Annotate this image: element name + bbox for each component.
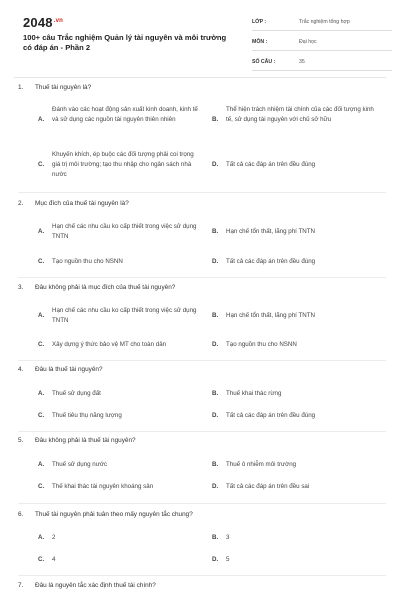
option-a[interactable] [38, 222, 208, 244]
meta-key: LỚP : [252, 19, 267, 25]
option-text: Thể hiện trách nhiệm tài chính của các đối tượng kinh tế, sử dụng tài nguyên với chủ sở hữu [226, 106, 374, 123]
option-text: 4 [52, 556, 56, 563]
question-divider [18, 360, 386, 361]
option-text: Hạn chế các nhu cầu ko cấp thiết trong việc sử dụng TNTN [52, 223, 197, 240]
document-header [14, 12, 386, 68]
option-text: Đánh vào các hoạt động sản xuất kinh doanh, kinh tế và sử dụng các nguồn tài nguyên thiên nhiên [52, 106, 198, 123]
question-stem: Thuế tài nguyên là? [35, 84, 92, 91]
question-number: 4. [18, 366, 24, 373]
question-6 [18, 511, 388, 577]
option-d[interactable] [212, 555, 382, 567]
option-text: Thuế tiêu thụ năng lượng [52, 412, 122, 419]
question-text [18, 366, 103, 373]
option-letter: C. [38, 412, 45, 419]
option-d[interactable] [212, 411, 382, 423]
question-divider [18, 192, 386, 193]
option-letter: D. [212, 258, 219, 265]
option-c[interactable] [38, 150, 208, 182]
option-letter: D. [212, 341, 219, 348]
option-letter: C. [38, 341, 45, 348]
option-letter: C. [38, 483, 45, 490]
question-text [18, 84, 91, 91]
option-c[interactable] [38, 482, 208, 494]
header-divider [14, 77, 386, 78]
option-c[interactable] [38, 555, 208, 567]
option-text: Thế khai thác tài nguyên khoáng sản [52, 483, 154, 490]
meta-value: Đại học [299, 39, 317, 45]
option-letter: B. [212, 116, 219, 123]
question-1 [18, 84, 388, 194]
option-a[interactable] [38, 460, 208, 472]
question-stem: Mục đích của thuế tài nguyên là? [35, 200, 129, 207]
logo-suffix: .vn [53, 17, 64, 24]
option-text: Khuyến khích, ép buộc các đối tượng phải coi trọng giá trị môi trường; tạo thu nhập cho ngân sách nhà nước [52, 151, 194, 178]
option-letter: B. [212, 461, 219, 468]
option-text: Xây dựng ý thức bảo vệ MT cho toàn dân [52, 341, 167, 348]
question-7 [18, 582, 388, 596]
option-letter: D. [212, 161, 219, 168]
option-letter: B. [212, 312, 219, 319]
option-b[interactable] [212, 105, 382, 137]
question-text [18, 582, 156, 589]
option-letter: A. [38, 312, 45, 319]
option-text: Tất cả các đáp án trên đều đúng [226, 258, 316, 265]
option-a[interactable] [38, 533, 208, 545]
option-letter: A. [38, 228, 45, 235]
option-letter: D. [212, 483, 219, 490]
question-stem: Đâu là nguyên tắc xác định thuế tài chính? [35, 582, 156, 589]
option-text: Thuế khai thác rừng [226, 390, 282, 397]
option-letter: D. [212, 412, 219, 419]
question-number: 7. [18, 582, 24, 589]
option-text: Hạn chế các nhu cầu ko cấp thiết trong việc sử dụng TNTN [52, 307, 197, 324]
question-number: 3. [18, 284, 24, 291]
question-3 [18, 284, 388, 362]
question-divider [18, 431, 386, 432]
question-2 [18, 200, 388, 278]
document-title: 100+ câu Trắc nghiệm Quản lý tài nguyên và môi trường có đáp án - Phần 2 [23, 33, 227, 52]
question-divider [18, 277, 386, 278]
option-text: Tạo nguồn thu cho NSNN [52, 258, 123, 265]
option-text: Thuế sử dụng nước [52, 461, 107, 468]
question-stem: Đâu không phải là mục đích của thuế tài nguyên? [35, 284, 176, 291]
option-text: Hạn chế tổn thất, lãng phí TNTN [226, 228, 315, 235]
option-c[interactable] [38, 340, 208, 352]
meta-row-count [252, 57, 392, 71]
question-stem: Đâu không phải là thuế tài nguyên? [35, 437, 136, 444]
option-letter: B. [212, 390, 219, 397]
option-text: 3 [226, 534, 230, 541]
meta-key: MÔN : [252, 39, 268, 45]
option-letter: B. [212, 228, 219, 235]
meta-row-class [252, 17, 392, 31]
option-text: 5 [226, 556, 230, 563]
option-a[interactable] [38, 306, 208, 328]
option-text: Tạo nguồn thu cho NSNN [226, 341, 297, 348]
option-b[interactable] [212, 533, 382, 545]
option-text: Thuế sử dụng đất [52, 390, 101, 397]
option-text: Tất cả các đáp án trên đều sai [226, 483, 310, 490]
question-stem: Đâu là thuế tài nguyên? [35, 366, 103, 373]
option-text: Hạn chế tổn thất, lãng phí TNTN [226, 312, 315, 319]
option-letter: B. [212, 534, 219, 541]
meta-row-subject [252, 37, 392, 51]
question-stem: Thuế tài nguyên phải tuân theo mấy nguyên tắc chung? [35, 511, 193, 518]
option-d[interactable] [212, 482, 382, 494]
meta-value: Trắc nghiệm tổng hợp [299, 19, 350, 25]
option-d[interactable] [212, 340, 382, 352]
option-a[interactable] [38, 389, 208, 401]
meta-value: 35 [299, 59, 305, 65]
option-letter: C. [38, 161, 45, 168]
option-c[interactable] [38, 257, 208, 269]
option-c[interactable] [38, 411, 208, 423]
question-number: 2. [18, 200, 24, 207]
question-4 [18, 366, 388, 434]
question-divider [18, 575, 386, 576]
question-number: 6. [18, 511, 24, 518]
logo-main: 2048 [23, 15, 53, 30]
option-letter: C. [38, 258, 45, 265]
question-number: 5. [18, 437, 24, 444]
question-text [18, 511, 193, 518]
option-d[interactable] [212, 160, 382, 172]
option-b[interactable] [212, 311, 382, 323]
option-text: Thuế ô nhiễm môi trường [226, 461, 297, 468]
question-divider [18, 503, 386, 504]
option-letter: C. [38, 556, 45, 563]
option-b[interactable] [212, 227, 382, 239]
question-text [18, 437, 136, 444]
option-letter: A. [38, 534, 45, 541]
site-logo[interactable] [23, 15, 63, 30]
question-5 [18, 437, 388, 505]
option-b[interactable] [212, 389, 382, 401]
option-text: Tất cả các đáp án trên đều đúng [226, 161, 316, 168]
option-letter: A. [38, 390, 45, 397]
option-letter: A. [38, 461, 45, 468]
question-text [18, 200, 129, 207]
option-text: Tất cả các đáp án trên đều đúng [226, 412, 316, 419]
option-b[interactable] [212, 460, 382, 472]
option-letter: A. [38, 116, 45, 123]
document-meta [252, 17, 392, 77]
option-a[interactable] [38, 105, 208, 137]
question-number: 1. [18, 84, 24, 91]
option-letter: D. [212, 556, 219, 563]
question-text [18, 284, 175, 291]
option-d[interactable] [212, 257, 382, 269]
meta-key: SỐ CÂU : [252, 59, 276, 65]
option-text: 2 [52, 534, 56, 541]
